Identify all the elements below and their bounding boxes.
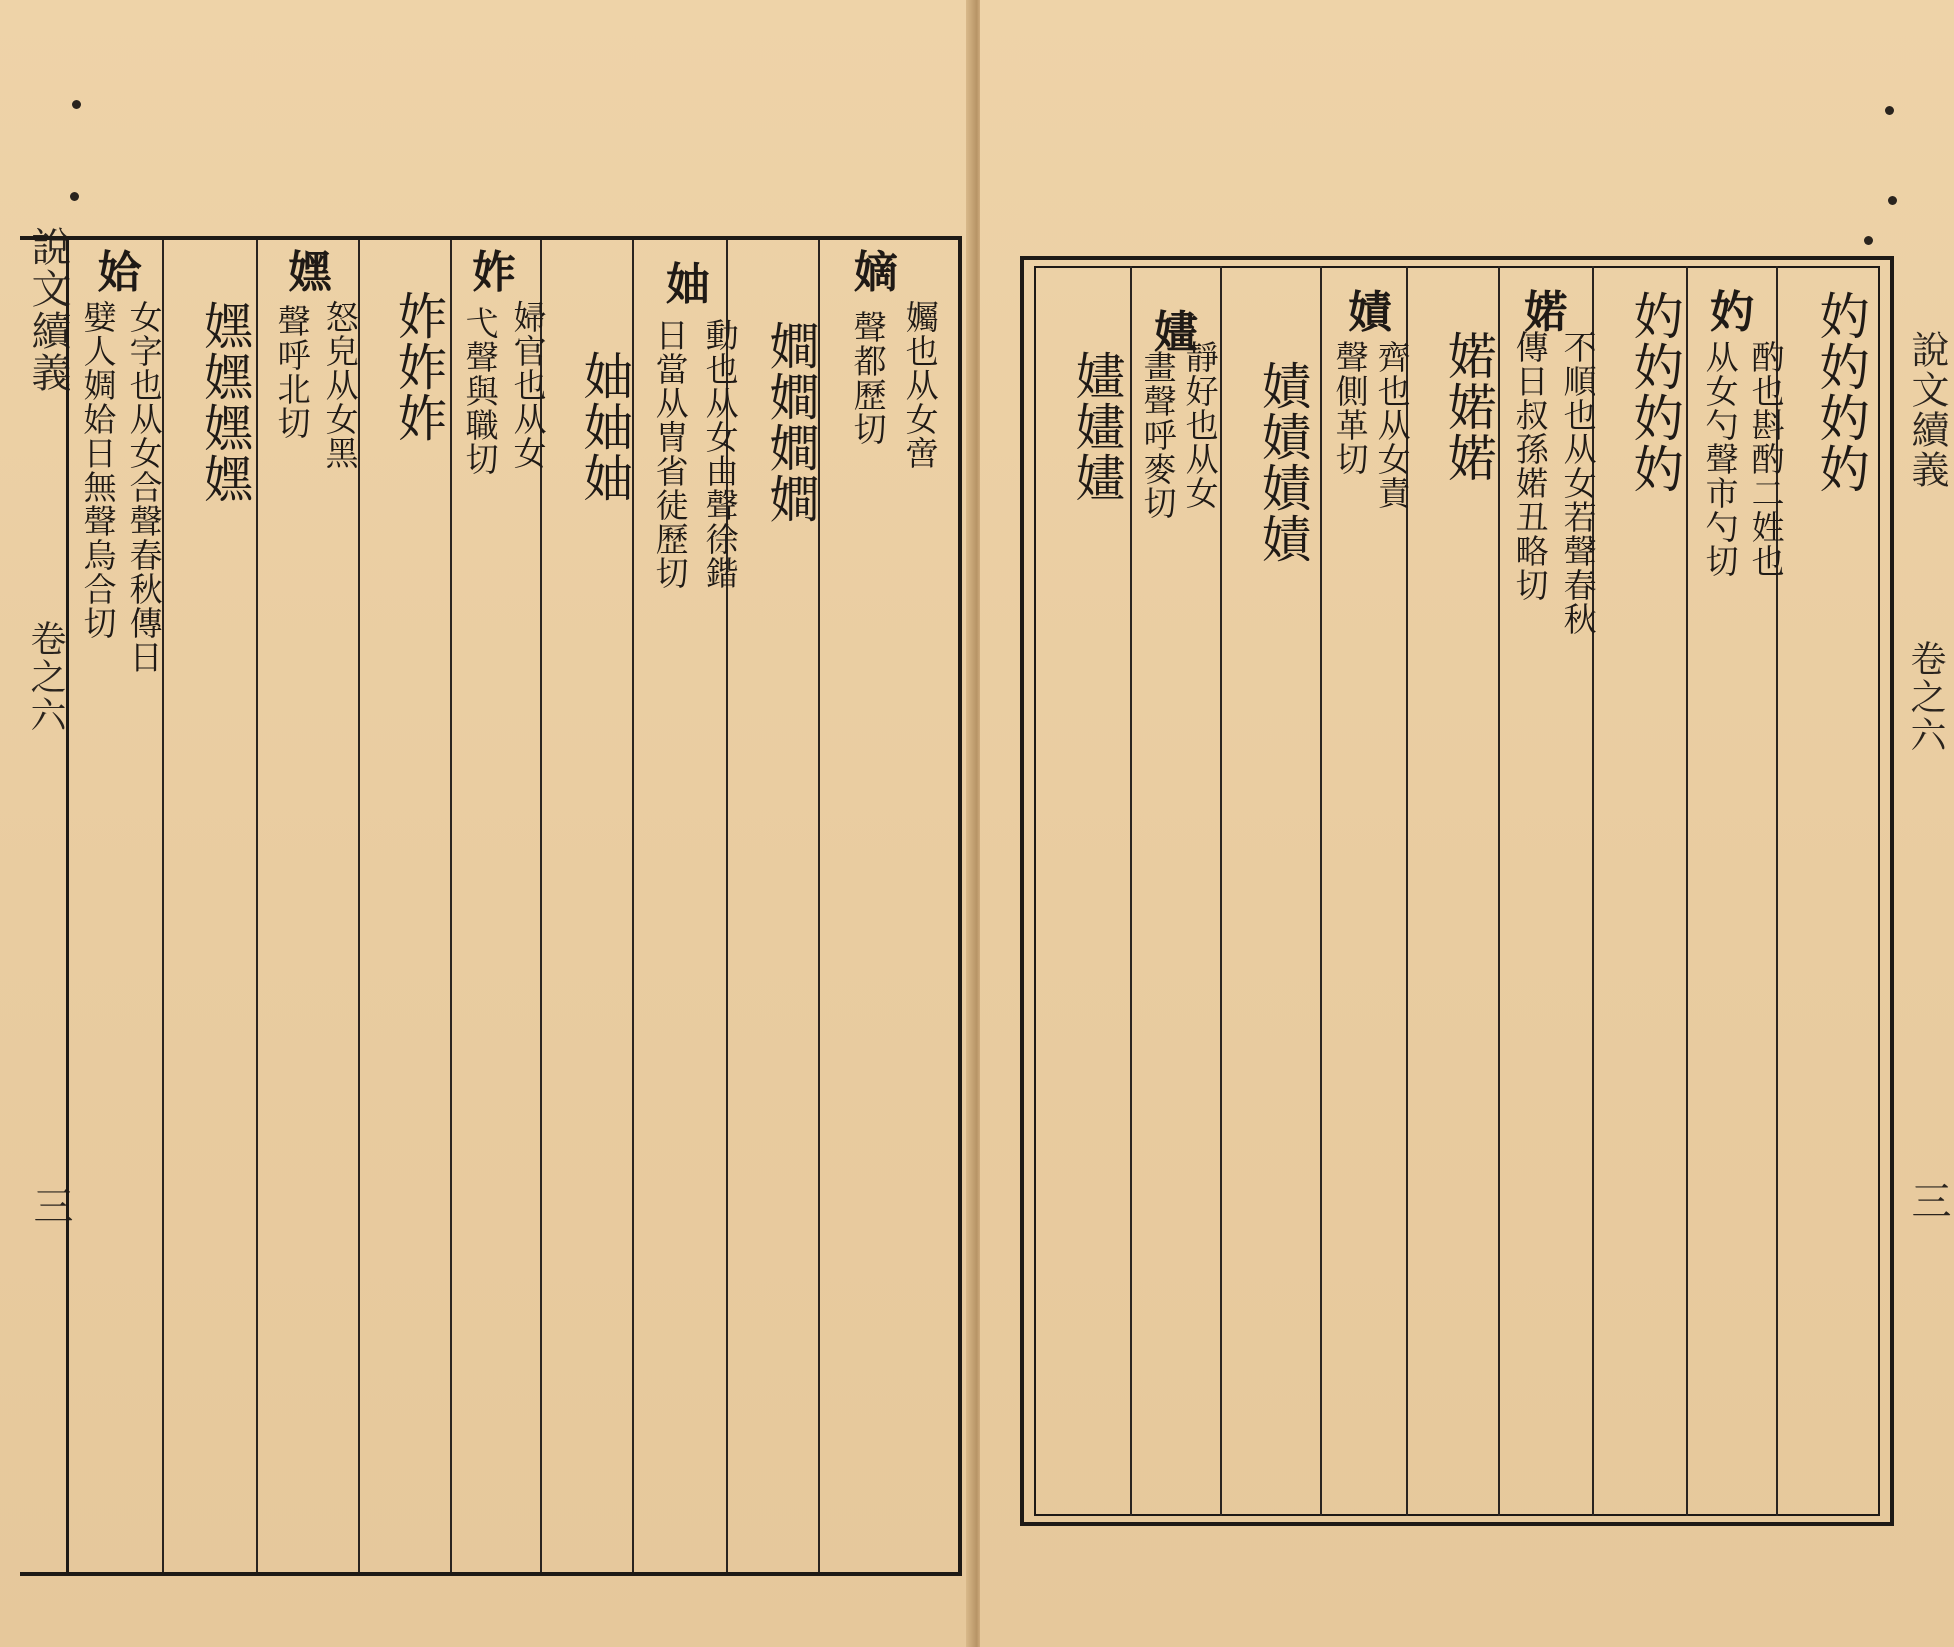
entry-head: 嫧 [1348, 287, 1392, 338]
entry-head: 婼 [1524, 287, 1568, 338]
entry-head: 嫿 [1154, 307, 1198, 358]
seal-script-variants: 妁妁妁妁 [1811, 290, 1870, 494]
entry-head: 嫡 [854, 247, 898, 298]
entry-gloss-2: 聲呼北切 [272, 304, 312, 440]
margin-volume: 卷之六 [1905, 640, 1946, 754]
folio-number: 三 [27, 1185, 73, 1225]
entry-head: 嫼 [288, 247, 332, 298]
entry-gloss: 不順也从女若聲春秋 [1558, 330, 1598, 636]
entry-head: 妰 [472, 247, 516, 298]
entry-head: 姶 [98, 247, 142, 298]
entry-gloss-2: 聲側革切 [1330, 340, 1370, 476]
entry-gloss: 孎也从女啻 [900, 300, 940, 470]
entry-head: 妁 [1710, 287, 1754, 338]
entry-gloss: 婦官也从女 [508, 300, 548, 470]
entry-gloss: 女字也从女合聲春秋傳日 [124, 300, 164, 674]
seal-script-variants: 𡢃𡢃𡢃𡢃 [761, 320, 820, 524]
entry-gloss-2: 畫聲呼麥切 [1138, 350, 1178, 520]
entry-gloss: 怒皃从女黑 [320, 300, 360, 470]
entry-gloss: 齊也从女責 [1372, 340, 1412, 510]
entry-gloss-2: 弋聲與職切 [460, 306, 500, 476]
seal-script-variants: 妰妰妰 [389, 290, 448, 443]
entry-gloss-2: 嬖人婤姶日無聲烏合切 [78, 300, 118, 640]
folio-number: 三 [1905, 1180, 1951, 1220]
right-page [980, 0, 1954, 1647]
binding-hole [72, 100, 81, 109]
binding-hole [70, 192, 79, 201]
margin-volume: 卷之六 [25, 620, 66, 734]
left-page [0, 0, 975, 1647]
entry-gloss-2: 聲都歷切 [848, 310, 888, 446]
entry-gloss-2: 日當从冑省徒歷切 [650, 318, 690, 590]
entry-gloss-2: 从女勺聲市勺切 [1700, 340, 1740, 578]
seal-script-variants: 妁妁妁妁 [1625, 290, 1684, 494]
binding-hole [1888, 196, 1897, 205]
column-rule [1220, 266, 1222, 1516]
entry-gloss: 酌也斟酌二姓也 [1746, 340, 1786, 578]
margin-title: 說文續義 [1905, 330, 1949, 490]
entry-gloss-2: 傳日叔孫婼丑略切 [1510, 330, 1550, 602]
entry-gloss: 靜好也从女 [1180, 340, 1220, 510]
seal-script-variants: 婼婼婼 [1439, 330, 1498, 483]
seal-script-variants: 嫿嫿嫿 [1067, 350, 1126, 503]
seal-script-variants: 嫼嫼嫼嫼 [195, 300, 254, 504]
seal-script-variants: 嫧嫧嫧嫧 [1253, 360, 1312, 564]
binding-hole [1864, 236, 1873, 245]
margin-title: 說文續義 [25, 226, 71, 394]
entry-head: 妯 [666, 259, 710, 310]
seal-script-variants: 妯妯妯 [575, 350, 634, 503]
binding-hole [1885, 106, 1894, 115]
entry-gloss: 動也从女由聲徐鍇 [700, 318, 740, 590]
